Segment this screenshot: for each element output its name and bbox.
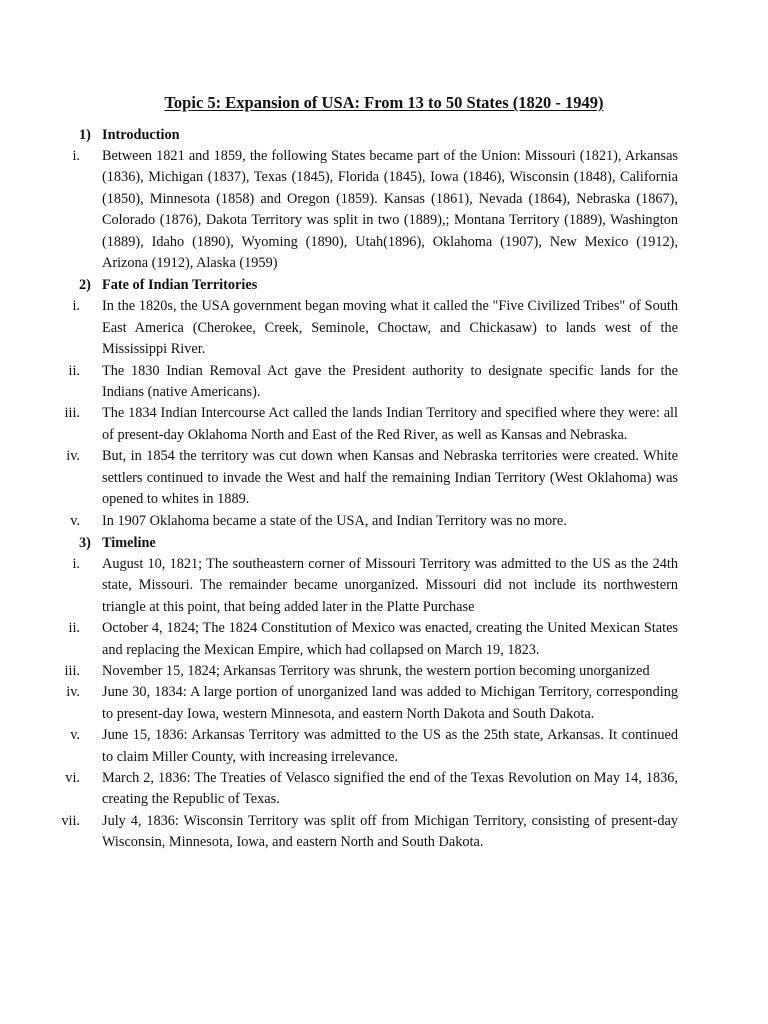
list-item-text: Between 1821 and 1859, the following States became part of the Union: Missouri (1821), Arkansas (1836), Michigan (1837), Texas (1845), Florida (1845), Iowa (1846), Wisconsin (1848), California (1850), Minnesota (1858) and Oregon (1859). Kansas (1861), Nevada (1864), Nebraska (1867), Colorado (1876), Dakota Territory was split in two (1889),; Montana Territory (1889), Washington (1889), Idaho (1890), Wyoming (1890), Utah(1896), Oklahoma (1907), New Mexico (1912), Arizona (1912), Alaska (1959) [102,148,678,272]
list-item-text: July 4, 1836: Wisconsin Territory was split off from Michigan Territory, consisting of present-day Wisconsin, Minnesota, Iowa, and eastern North and South Dakota. [102,812,678,851]
list-item-marker: iv. [66,448,80,465]
list-item-marker: iii. [64,405,80,422]
section-heading [0,274,768,296]
list-item-marker: iv. [66,684,80,701]
document-title: Topic 5: Expansion of USA: From 13 to 50 States (1820 - 1949) [164,93,604,112]
list-item-marker: vi. [65,769,80,786]
list-item [0,618,768,661]
list-item-marker: iii. [64,662,80,679]
list-item [0,811,768,854]
list-item [0,682,768,725]
list-item [0,446,768,510]
list-item-text: The 1830 Indian Removal Act gave the President authority to designate specific lands for the Indians (native Americans). [102,362,678,401]
list-item [0,403,768,446]
list-item-text: But, in 1854 the territory was cut down when Kansas and Nebraska territories were created. White settlers continued to invade the West and half the remaining Indian Territory (West Oklahoma) was opened to whites in 1889. [102,448,678,508]
list-item-marker: v. [70,512,80,529]
section-number: 2) [79,277,91,294]
list-item-marker: ii. [68,620,80,637]
list-item [0,768,768,811]
list-item-marker: i. [72,298,80,315]
list-item-text: In the 1820s, the USA government began moving what it called the "Five Civilized Tribes" of South East America (Cherokee, Creek, Seminole, Choctaw, and Chickasaw) to lands west of the Mississippi River. [102,298,678,358]
section-heading-text: Timeline [102,534,156,551]
list-item-text: November 15, 1824; Arkansas Territory was shrunk, the western portion becoming unorganized [102,662,650,679]
section-number: 1) [79,127,91,143]
list-item-marker: v. [70,727,80,744]
list-item [0,361,768,404]
list-item [0,511,768,532]
list-item [0,661,768,682]
list-item-text: The 1834 Indian Intercourse Act called the lands Indian Territory and specified where they were: all of present-day Oklahoma North and East of the Red River, as well as Kansas and Nebraska. [102,405,678,443]
list-item [0,554,768,618]
list-item-marker: ii. [68,362,80,379]
section-heading-text: Introduction [102,127,180,143]
list-item-marker: vii. [61,812,80,829]
list-item-text: March 2, 1836: The Treaties of Velasco signified the end of the Texas Revolution on May 14, 1836, creating the Republic of Texas. [102,769,678,808]
section-number: 3) [79,534,91,551]
document-body [0,124,768,854]
list-item-text: August 10, 1821; The southeastern corner of Missouri Territory was admitted to the US as the 24th state, Missouri. The remainder became unorganized. Missouri did not include its northwestern triangle at this point, that being added later in the Platte Purchase [102,555,678,615]
list-item-marker: i. [72,555,80,572]
list-item-text: In 1907 Oklahoma became a state of the USA, and Indian Territory was no more. [102,512,567,529]
list-item [0,146,768,274]
section-heading-text: Fate of Indian Territories [102,277,258,294]
list-item [0,725,768,768]
section-heading [0,124,768,146]
section-heading [0,532,768,554]
list-item-text: June 30, 1834: A large portion of unorganized land was added to Michigan Territory, corresponding to present-day Iowa, western Minnesota, and eastern North Dakota and South Dakota. [102,684,678,722]
list-item-marker: i. [72,148,80,164]
list-item-text: October 4, 1824; The 1824 Constitution of Mexico was enacted, creating the United Mexican States and replacing the Mexican Empire, which had collapsed on March 19, 1823. [102,620,678,658]
list-item [0,296,768,360]
list-item-text: June 15, 1836: Arkansas Territory was admitted to the US as the 25th state, Arkansas. It continued to claim Miller County, with increasing irrelevance. [102,727,678,765]
